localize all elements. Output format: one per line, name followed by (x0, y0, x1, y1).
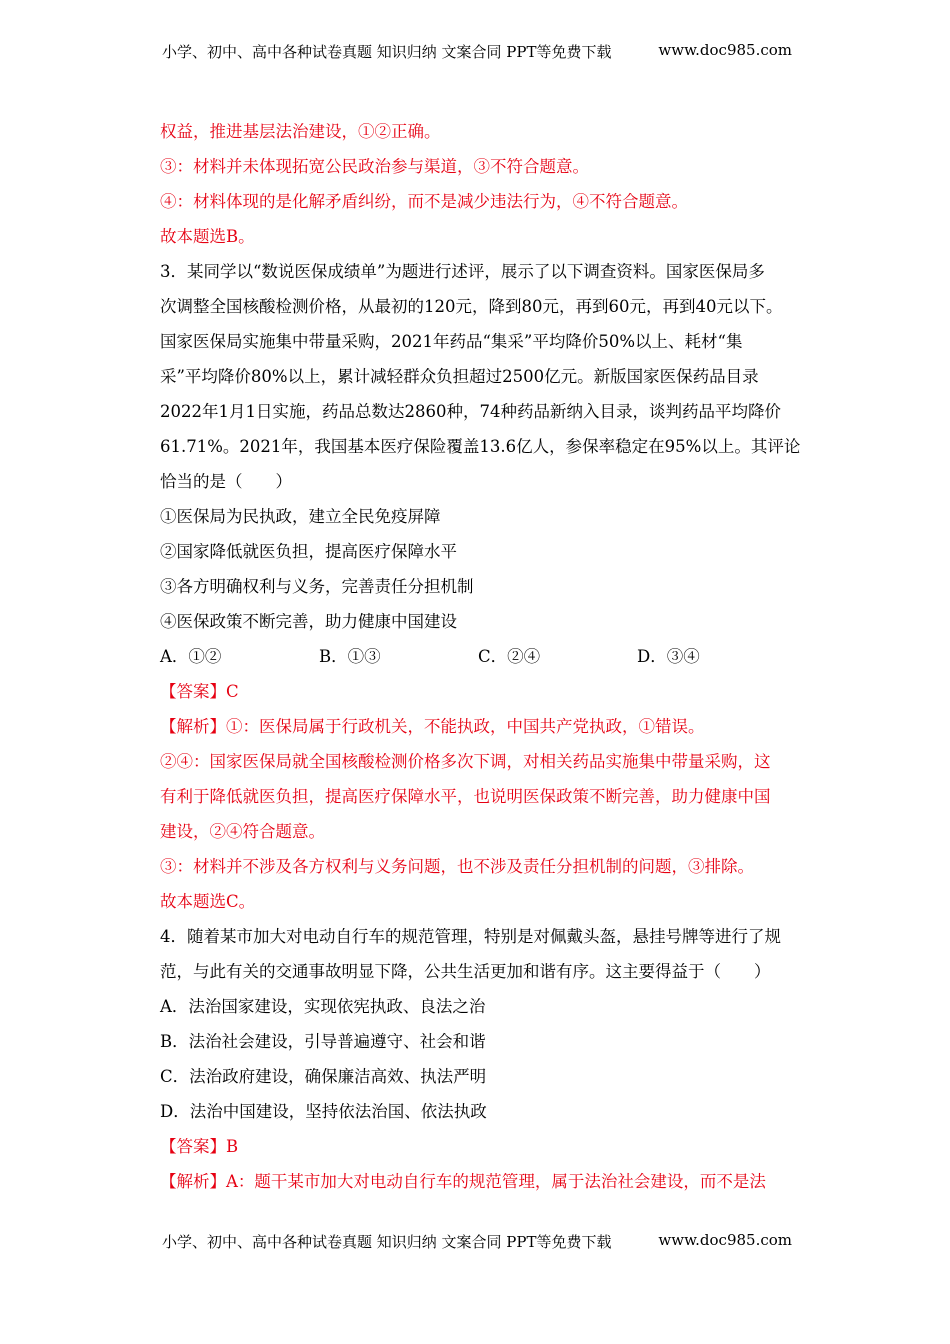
q3-answer: 【答案】C (160, 682, 239, 701)
q4-option-c: C．法治政府建设，确保廉洁高效、执法严明 (160, 1067, 487, 1086)
q3-stem-line: 次调整全国核酸检测价格，从最初的120元，降到80元，再到60元，再到40元以下。 (160, 297, 783, 316)
q3-stem-line: 采”平均降价80%以上，累计减轻群众负担超过2500亿元。新版国家医保药品目录 (160, 367, 759, 386)
q2-analysis-line: 权益，推进基层法治建设，①②正确。 (160, 122, 441, 141)
q3-stem-line: 2022年1月1日实施，药品总数达2860种，74种药品新纳入目录，谈判药品平均降价 (160, 402, 781, 421)
q3-item: ④医保政策不断完善，助力健康中国建设 (160, 612, 457, 631)
q3-analysis-line: ②④：国家医保局就全国核酸检测价格多次下调，对相关药品实施集中带量采购，这 (160, 752, 771, 771)
q3-item: ②国家降低就医负担，提高医疗保障水平 (160, 542, 457, 561)
q4-option-b: B．法治社会建设，引导普遍遵守、社会和谐 (160, 1032, 486, 1051)
q4-stem-line: 范，与此有关的交通事故明显下降，公共生活更加和谐有序。这主要得益于（ ） (160, 962, 771, 981)
q3-option-a: A．①② (160, 647, 222, 666)
q3-option-c: C．②④ (478, 647, 541, 666)
page-footer (162, 1231, 792, 1252)
q3-options (160, 639, 796, 674)
document-body (160, 114, 801, 1199)
header-text: 小学、初中、高中各种试卷真题 知识归纳 文案合同 PPT等免费下载 (162, 43, 612, 61)
q3-item: ①医保局为民执政，建立全民免疫屏障 (160, 507, 441, 526)
q2-analysis-line: ③：材料并未体现拓宽公民政治参与渠道，③不符合题意。 (160, 157, 589, 176)
q2-analysis-line: ④：材料体现的是化解矛盾纠纷，而不是减少违法行为，④不符合题意。 (160, 192, 688, 211)
footer-text: 小学、初中、高中各种试卷真题 知识归纳 文案合同 PPT等免费下载 (162, 1233, 612, 1251)
q4-stem-line: 4．随着某市加大对电动自行车的规范管理，特别是对佩戴头盔，悬挂号牌等进行了规 (160, 927, 781, 946)
footer-site-link[interactable]: www.doc985.com (658, 1231, 792, 1249)
q2-conclusion: 故本题选B。 (160, 227, 255, 246)
q3-stem-line: 国家医保局实施集中带量采购，2021年药品“集采”平均降价50%以上、耗材“集 (160, 332, 743, 351)
q4-option-a: A．法治国家建设，实现依宪执政、良法之治 (160, 997, 486, 1016)
q4-option-d: D．法治中国建设，坚持依法治国、依法执政 (160, 1102, 487, 1121)
q3-analysis-line: ③：材料并不涉及各方权利与义务问题，也不涉及责任分担机制的问题，③排除。 (160, 857, 754, 876)
q4-analysis-line: 【解析】A：题干某市加大对电动自行车的规范管理，属于法治社会建设，而不是法 (160, 1172, 766, 1191)
q3-item: ③各方明确权利与义务，完善责任分担机制 (160, 577, 474, 596)
q3-stem-line: 恰当的是（ ） (160, 472, 292, 491)
q4-answer: 【答案】B (160, 1137, 239, 1156)
q3-option-d: D．③④ (637, 647, 700, 666)
q3-stem-line: 3．某同学以“数说医保成绩单”为题进行述评，展示了以下调查资料。国家医保局多 (160, 262, 765, 281)
q3-stem-line: 61.71%。2021年，我国基本医疗保险覆盖13.6亿人，参保率稳定在95%以上。其评论 (160, 437, 801, 456)
q3-conclusion: 故本题选C。 (160, 892, 256, 911)
q3-option-b: B．①③ (319, 647, 381, 666)
q3-analysis-line: 有利于降低就医负担，提高医疗保障水平，也说明医保政策不断完善，助力健康中国 (160, 787, 771, 806)
page-header (162, 41, 792, 62)
q3-analysis-line: 【解析】①：医保局属于行政机关，不能执政，中国共产党执政，①错误。 (160, 717, 705, 736)
header-site-link[interactable]: www.doc985.com (658, 41, 792, 59)
q3-analysis-line: 建设，②④符合题意。 (160, 822, 325, 841)
